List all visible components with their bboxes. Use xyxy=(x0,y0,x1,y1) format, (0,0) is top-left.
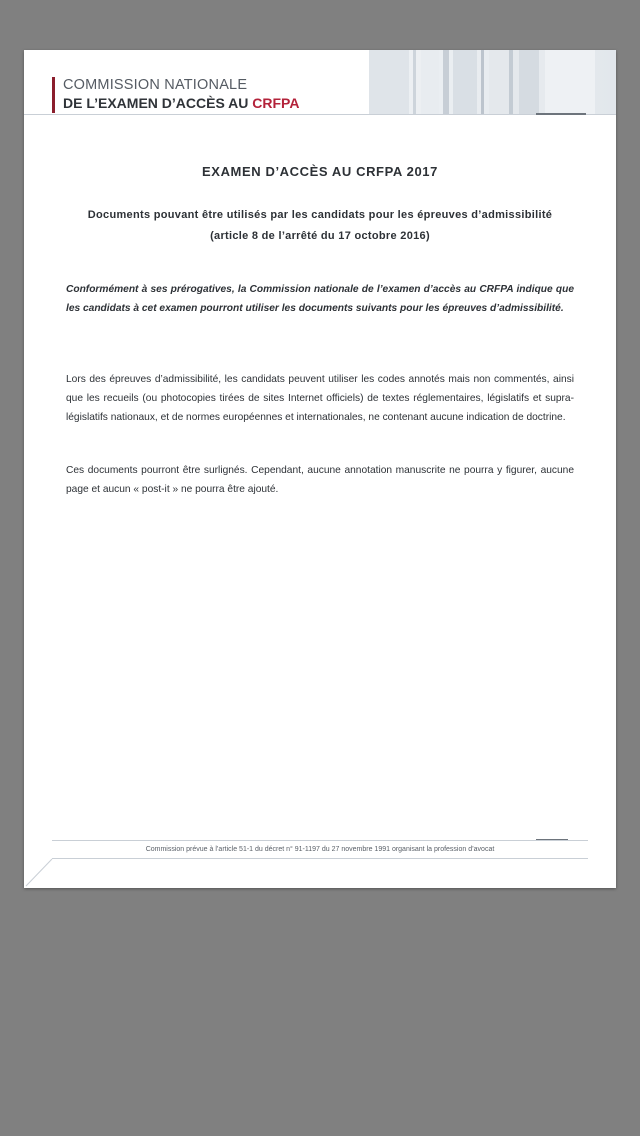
org-name-line2 xyxy=(63,94,299,112)
document-page xyxy=(24,50,616,888)
org-name-line2-prefix: DE L’EXAMEN D’ACCÈS AU xyxy=(63,95,253,111)
header-divider-accent xyxy=(536,113,586,115)
header-decoration xyxy=(369,50,616,114)
intro-paragraph: Conformément à ses prérogatives, la Commission nationale de l’examen d’accès au CRFPA indique que les candidats à cet examen pourront utiliser les documents suivants pour les épreuves d’admissibilité. xyxy=(66,284,574,314)
footer-divider-top xyxy=(52,840,588,841)
subtitle-line2: (article 8 de l’arrêté du 17 octobre 2016) xyxy=(210,230,430,242)
org-name-line1: COMMISSION NATIONALE xyxy=(63,77,248,93)
footer-divider-accent xyxy=(536,839,568,840)
body-paragraph-2: Ces documents pourront être surlignés. Cependant, aucune annotation manuscrite ne pourra y figurer, aucune page et aucun « post-it » ne pourra être ajouté. xyxy=(66,465,574,495)
footer-divider-bottom xyxy=(52,858,588,859)
body-paragraph-1: Lors des épreuves d’admissibilité, les candidats peuvent utiliser les codes annotés mais non commentés, ainsi que les recueils (ou photocopies tirées de sites Internet officiels) de textes réglementaires, législatifs et supra-législatifs nationaux, et de normes européennes et internationales, ne contenant aucune indication de doctrine. xyxy=(66,374,574,423)
commission-logo xyxy=(52,77,299,113)
document-title: EXAMEN D’ACCÈS AU CRFPA 2017 xyxy=(202,164,438,179)
subtitle-line1: Documents pouvant être utilisés par les candidats pour les épreuves d’admissibilité xyxy=(87,209,553,221)
document-subtitle xyxy=(64,205,576,247)
org-name-accent: CRFPA xyxy=(252,95,300,111)
footer-corner-decoration xyxy=(24,858,54,888)
footer-note: Commission prévue à l’article 51-1 du décret n° 91-1197 du 27 novembre 1991 organisant la profession d’avocat xyxy=(145,846,495,853)
header-divider xyxy=(24,114,616,115)
